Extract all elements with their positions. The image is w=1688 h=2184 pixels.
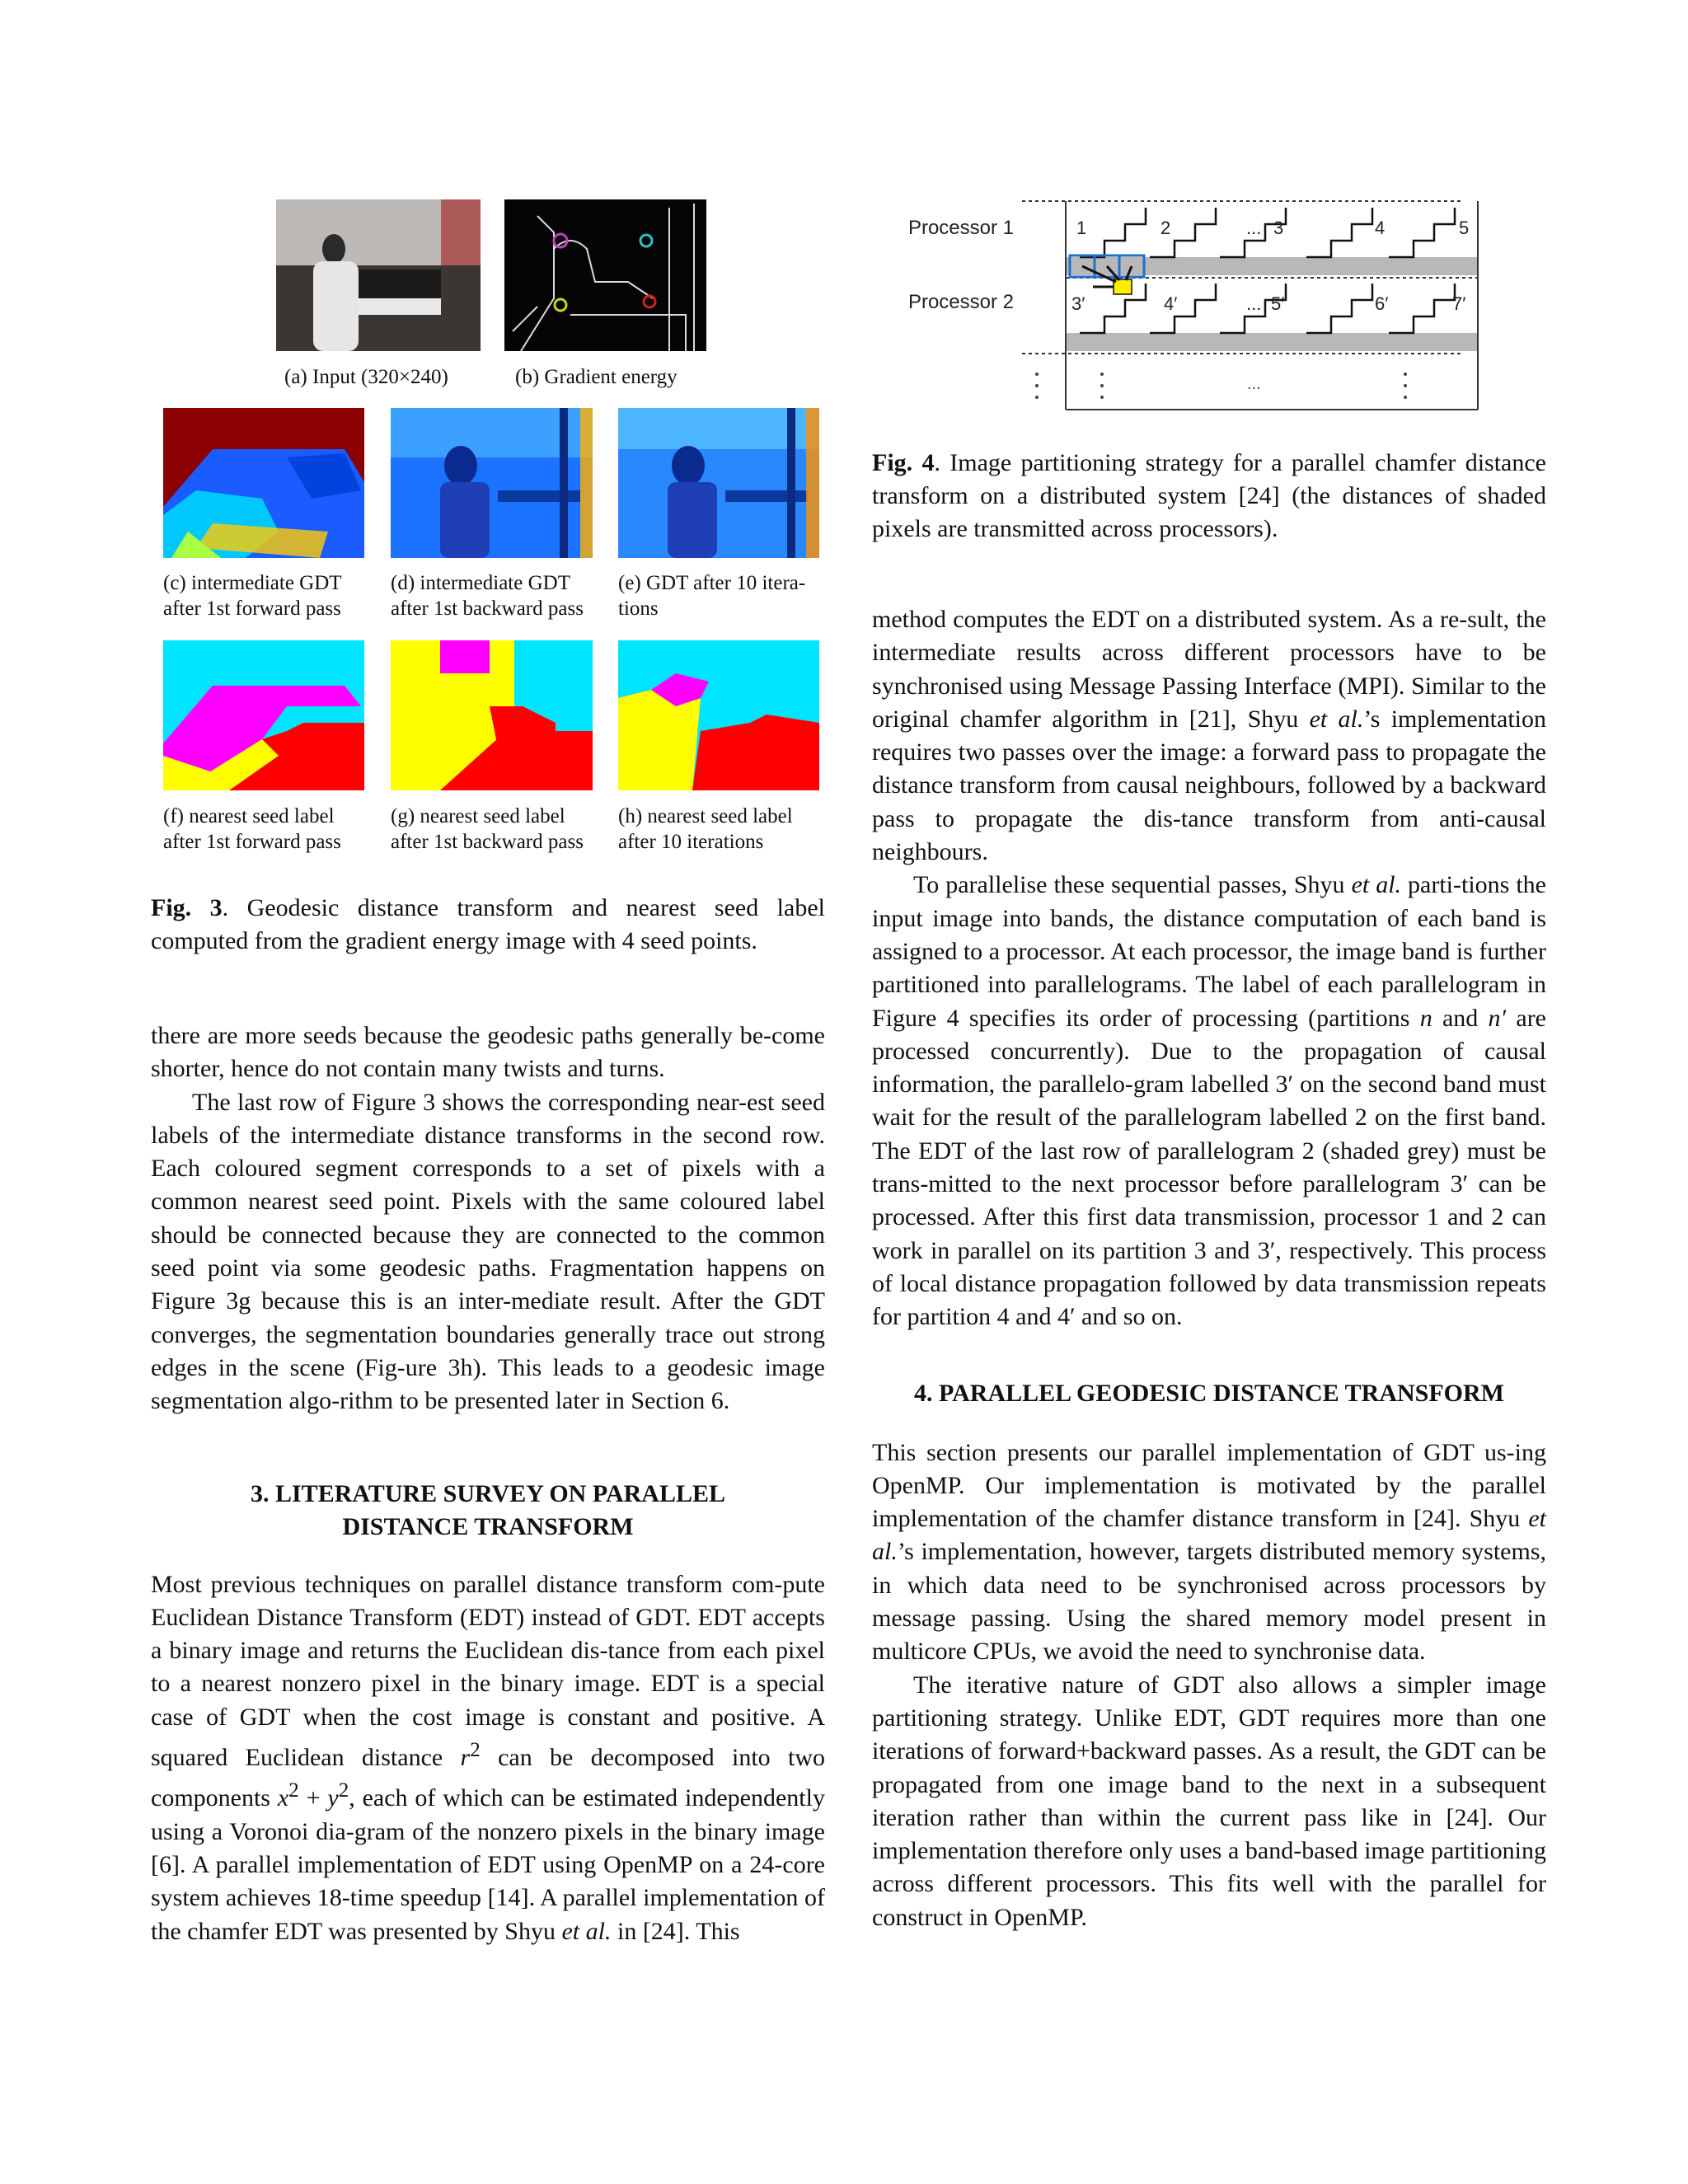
math-r: r xyxy=(460,1744,471,1772)
section-3-heading-line2: DISTANCE TRANSFORM xyxy=(342,1512,634,1540)
seed-red-icon xyxy=(644,296,655,307)
fig4-current-pixel xyxy=(1114,279,1132,294)
fig3c-caption xyxy=(163,570,369,621)
fig4-label: 3 xyxy=(1273,218,1284,238)
fig3f-caption-line2: after 1st forward pass xyxy=(163,831,341,853)
fig3g-caption-line1: (g) nearest seed label xyxy=(391,805,565,827)
rp3-part-a: This section presents our parallel implementation of GDT us-ing OpenMP. Our implementation is motivated by the parallel implementation of the chamfer distance transform in [24]. Shyu xyxy=(872,1438,1546,1533)
fig3a-caption: (a) Input (320×240) xyxy=(284,366,448,388)
rp2-and: and xyxy=(1432,1004,1489,1032)
right-paragraph-3 xyxy=(872,1436,1546,1669)
fig3d-caption-line2: after 1st backward pass xyxy=(391,598,584,620)
math-n-prime: n′ xyxy=(1488,1004,1507,1032)
fig4-label: ... xyxy=(1246,293,1262,314)
et-al: et al. xyxy=(1309,705,1364,733)
math-sup: 2 xyxy=(338,1779,349,1802)
fig3h-image xyxy=(618,640,819,790)
left-paragraph-1: there are more seeds because the geodesic paths generally be-come shorter, hence do not contain many twists and turns. xyxy=(151,1022,825,1083)
fig3g-image xyxy=(391,640,593,790)
fig3a-input-image xyxy=(276,199,481,351)
fig3h-labels xyxy=(618,640,819,790)
right-paragraph-4: The iterative nature of GDT also allows a simpler image partitioning strategy. Unlike EDT, GDT requires more than one iterations of forward+backward passes. As a result, the GDT can be propagated from one image band to the next in a subsequent iteration rather than within the current pass like in [24]. Our implementation therefore only uses a band-based image partitioning across different processors. This fits well with the parallel for construct in OpenMP. xyxy=(872,1671,1546,1931)
fig4-label: 6′ xyxy=(1375,293,1389,314)
right-paragraph-2 xyxy=(872,869,1546,1333)
fig4-label: 3′ xyxy=(1071,293,1085,314)
fig3-caption-text: . Geodesic distance transform and nearest seed label computed from the gradient energy image with 4 seed points. xyxy=(151,894,825,954)
rp2-part-b: parti-tions the input image into bands, the distance computation of each band is assigned to a processor. At each processor, the image band is further partitioned into parallelograms. The label of each parallelogram in Figure 4 specifies its order of processing (partitions xyxy=(872,871,1546,1032)
fig3h-caption-line1: (h) nearest seed label xyxy=(618,805,793,827)
fig4-label: 5′ xyxy=(1271,293,1285,314)
fig3e-caption xyxy=(618,570,824,621)
fig3d-caption xyxy=(391,570,597,621)
fig4-processor2-label: Processor 2 xyxy=(907,291,1014,313)
math-n: n xyxy=(1419,1004,1432,1032)
fig3g-caption-line2: after 1st backward pass xyxy=(391,831,584,853)
fig3b-caption: (b) Gradient energy xyxy=(515,366,678,388)
fig3b-edges xyxy=(504,199,706,351)
fig3e-gdt xyxy=(618,408,819,558)
right-column xyxy=(872,603,1546,1934)
fig4-label: 5 xyxy=(1459,218,1470,238)
fig4-caption xyxy=(872,447,1546,546)
fig3a-scene xyxy=(276,199,481,351)
fig3e-image xyxy=(618,408,819,558)
math-plus: + xyxy=(298,1784,328,1812)
right-paragraph-1 xyxy=(872,603,1546,869)
fig4-label: 1 xyxy=(1076,218,1087,238)
rp3-part-b: ’s implementation, however, targets distributed memory systems, in which data need to be synchronised across processors by message passing. Using the shared memory model present in multicore CPUs, we avoid the need to synchronise data. xyxy=(872,1538,1546,1666)
section-4-heading: 4. PARALLEL GEODESIC DISTANCE TRANSFORM xyxy=(914,1379,1504,1407)
fig3-caption-label: Fig. 3 xyxy=(151,894,223,921)
fig4-caption-label: Fig. 4 xyxy=(872,449,935,476)
fig4-caption-text: . Image partitioning strategy for a parallel chamfer distance transform on a distributed system [24] (the distances of shaded pixels are transmitted across processors). xyxy=(872,449,1546,542)
fig3b-gradient-image xyxy=(504,199,706,351)
fig3d-caption-line1: (d) intermediate GDT xyxy=(391,572,570,594)
seed-cyan-icon xyxy=(640,235,652,246)
fig3c-gdt xyxy=(163,408,364,558)
rp2-part-a: To parallelise these sequential passes, Shyu xyxy=(913,871,1352,899)
fig3d-image xyxy=(391,408,593,558)
fig3g-labels xyxy=(391,640,593,790)
fig4-diagram xyxy=(907,191,1484,414)
et-al: et al. xyxy=(561,1917,612,1945)
fig4-ellipsis: ... xyxy=(1247,375,1261,393)
fig4-processor1-label: Processor 1 xyxy=(907,217,1014,239)
fig4-label: 4′ xyxy=(1164,293,1178,314)
fig3f-image xyxy=(163,640,364,790)
p3-part-b: can be decomposed into two components xyxy=(151,1744,825,1812)
fig3e-caption-line2: tions xyxy=(618,598,659,620)
fig3c-caption-line2: after 1st forward pass xyxy=(163,598,341,620)
et-al: et al. xyxy=(872,1505,1546,1566)
fig3h-caption xyxy=(618,804,824,855)
math-y: y xyxy=(327,1784,339,1812)
p3-part-a: Most previous techniques on parallel distance transform com-pute Euclidean Distance Transform (EDT) instead of GDT. EDT accepts a binary image and returns the Euclidean dis-tance from each pixel to a nearest nonzero pixel in the binary image. EDT is a special case of GDT when the cost image is constant and positive. A squared Euclidean distance xyxy=(151,1570,825,1772)
rp1-part-a: method computes the EDT on a distributed system. As a re-sult, the intermediate results across different processors have to be synchronised using Message Passing Interface (MPI). Similar to the original chamfer algorithm in [21], Shyu xyxy=(872,606,1546,733)
fig4-label: 4 xyxy=(1375,218,1386,238)
fig4-label: 7′ xyxy=(1452,293,1466,314)
rp1-part-b: ’s implementation requires two passes over the image: a forward pass to propagate the distance transform from causal neighbours, followed by a backward pass to propagate the dis-tance transform from anti-causal neighbours. xyxy=(872,705,1546,866)
fig3g-caption xyxy=(391,804,597,855)
fig3c-caption-line1: (c) intermediate GDT xyxy=(163,572,342,594)
p3-part-c: , each of which can be estimated independently using a Voronoi dia-gram of the nonzero pixels in the binary image [6]. A parallel implementation of EDT using OpenMP on a 24-core system achieves 18-time speedup [14]. A parallel implementation of the chamfer EDT was presented by Shyu xyxy=(151,1784,825,1945)
fig3c-image xyxy=(163,408,364,558)
left-paragraph-2: The last row of Figure 3 shows the corresponding near-est seed labels of the intermediate distance transforms in the second row. Each coloured segment corresponds to a set of pixels with a common nearest seed point. Pixels with the same coloured label should be connected because they are connected to the common seed point via some geodesic paths. Fragmentation happens on Figure 3g because this is an inter-mediate result. After the GDT converges, the segmentation boundaries generally trace out strong edges in the scene (Fig-ure 3h). This leads to a geodesic image segmentation algo-rithm to be presented later in Section 6. xyxy=(151,1088,825,1415)
fig4-label: ... xyxy=(1246,218,1262,238)
section-3-heading xyxy=(151,1478,825,1544)
math-sup: 2 xyxy=(288,1779,299,1802)
math-sup: 2 xyxy=(470,1739,481,1762)
et-al: et al. xyxy=(1351,871,1402,899)
left-paragraph-3 xyxy=(151,1568,825,1948)
fig3f-caption-line1: (f) nearest seed label xyxy=(163,805,335,827)
p3-part-d: in [24]. This xyxy=(611,1917,740,1945)
fig4-band2-shading xyxy=(1067,333,1477,351)
seed-yellow-icon xyxy=(555,299,566,311)
left-column xyxy=(151,1019,825,1948)
fig3f-caption xyxy=(163,804,369,855)
fig3d-gdt xyxy=(391,408,593,558)
fig3h-caption-line2: after 10 iterations xyxy=(618,831,764,853)
rp2-part-c: are processed concurrently). Due to the propagation of causal information, the parallelo-gram labelled 3′ on the second band must wait for the result of the parallelogram labelled 2 on the first band. The EDT of the last row of parallelogram 2 (shaded grey) must be trans-mitted to the next processor before parallelogram 3′ can be processed. After this first data transmission, processor 1 and 2 can work in parallel on its partition 3 and 3′, respectively. This process of local distance propagation followed by data transmission repeats for partition 4 and 4′ and so on. xyxy=(872,1004,1546,1331)
math-x: x xyxy=(277,1784,289,1812)
fig4-vertical-dots-icon xyxy=(1035,373,1407,399)
section-3-heading-line1: 3. LITERATURE SURVEY ON PARALLEL xyxy=(251,1479,725,1507)
fig3-caption xyxy=(151,892,825,958)
fig4-label: 2 xyxy=(1160,218,1171,238)
fig3f-labels xyxy=(163,640,364,790)
fig3e-caption-line1: (e) GDT after 10 itera- xyxy=(618,572,806,594)
